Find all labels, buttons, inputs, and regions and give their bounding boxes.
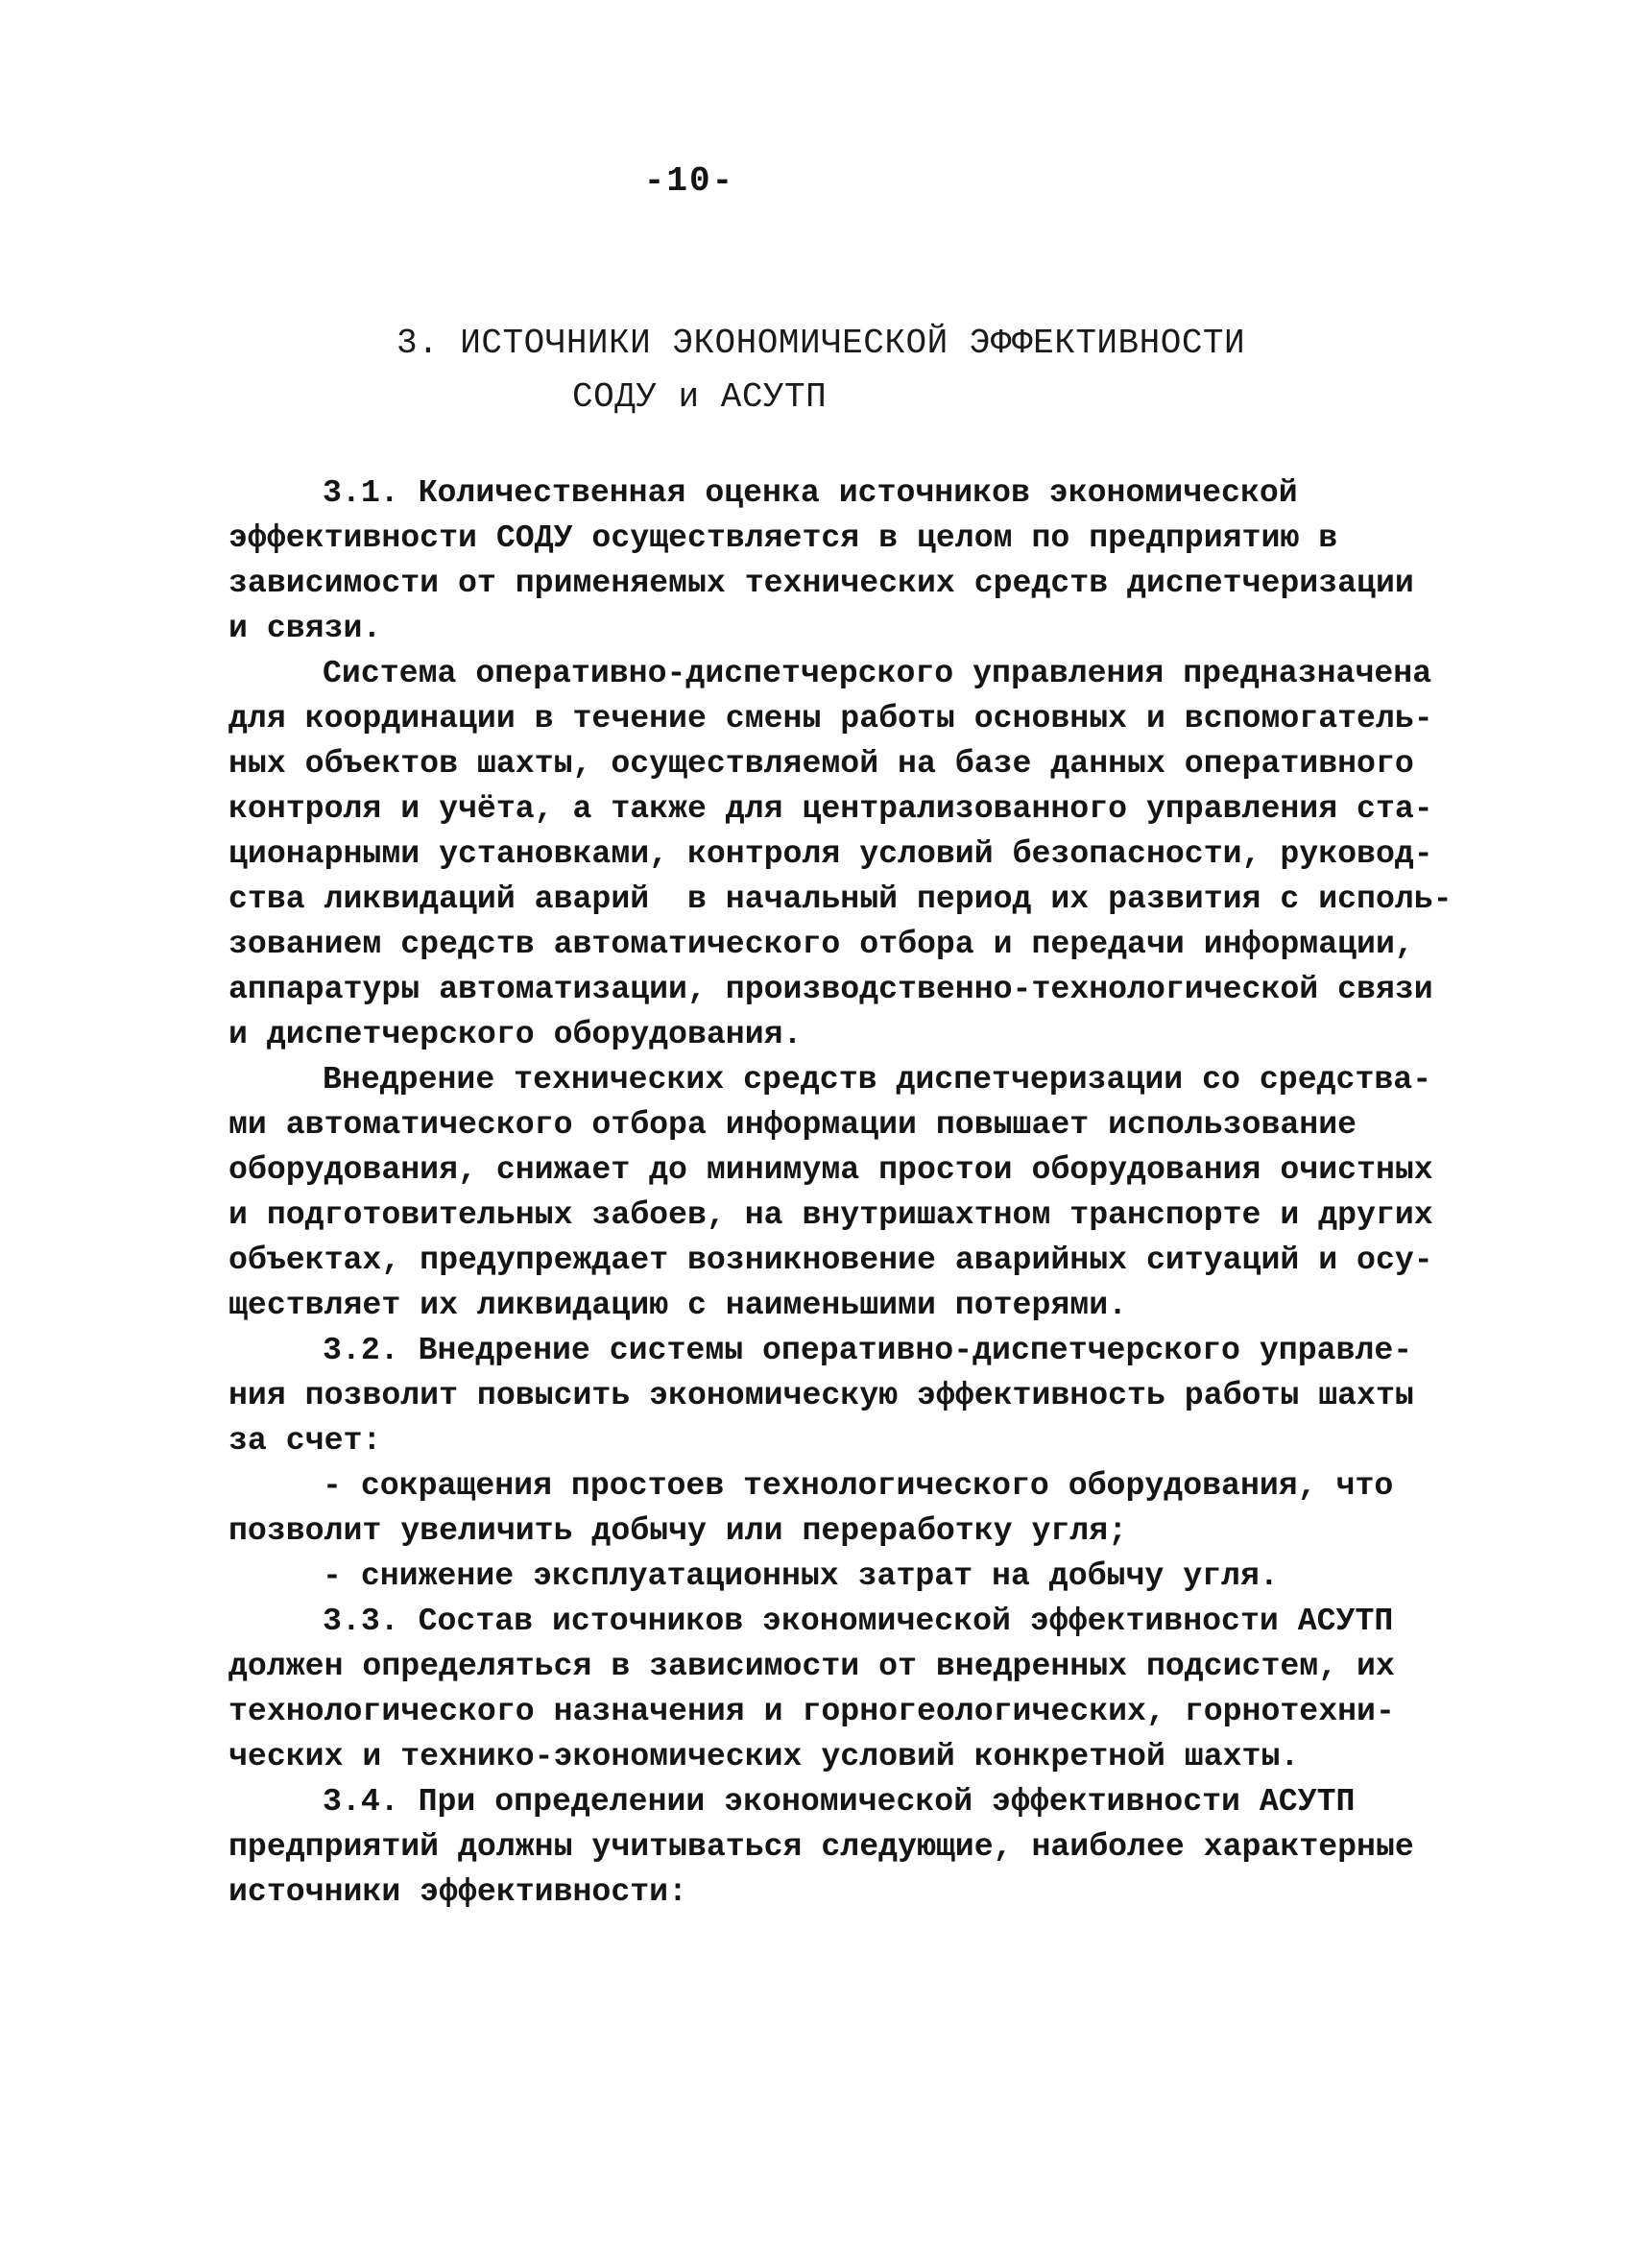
text-line: аппаратуры автоматизации, производственно-технологической связи: [228, 971, 1433, 1007]
text-line: 3.2. Внедрение системы оперативно-диспетчерского управле-: [323, 1332, 1413, 1368]
text-line: технологического назначения и горногеологических, горнотехни-: [228, 1693, 1395, 1729]
text-line: и связи.: [228, 610, 382, 646]
text-line: должен определяться в зависимости от внедренных подсистем, их: [228, 1648, 1395, 1684]
text-line: зованием средств автоматического отбора и передачи информации,: [228, 926, 1414, 962]
text-line: ми автоматического отбора информации повышает использование: [228, 1106, 1357, 1143]
text-line: - сокращения простоев технологического оборудования, что: [323, 1467, 1394, 1504]
text-line: для координации в течение смены работы основных и вспомогатель-: [228, 700, 1433, 736]
text-line: Система оперативно-диспетчерского управления предназначена: [323, 655, 1432, 691]
text-line: источники эффективности:: [228, 1873, 687, 1910]
text-line: ных объектов шахты, осуществляемой на базе данных оперативного: [228, 745, 1414, 782]
text-line: и подготовительных забоев, на внутришахтном транспорте и других: [228, 1196, 1433, 1233]
text-line: ства ликвидаций аварий в начальный период их развития с исполь-: [228, 881, 1453, 917]
text-line: эффективности СОДУ осуществляется в целом по предприятию в: [228, 519, 1338, 556]
section-heading-line-2: СОДУ и АСУТП: [572, 377, 828, 417]
text-line: позволит увеличить добычу или переработку угля;: [228, 1512, 1128, 1549]
text-line: предприятий должны учитываться следующие, наиболее характерные: [228, 1828, 1414, 1865]
text-line: ционарными установками, контроля условий безопасности, руковод-: [228, 835, 1433, 872]
text-line: 3.4. При определении экономической эффективности АСУТП: [323, 1783, 1356, 1820]
text-line: контроля и учёта, а также для централизованного управления ста-: [228, 790, 1433, 827]
text-line: ческих и технико-экономических условий конкретной шахты.: [228, 1738, 1300, 1774]
body-text: [228, 470, 1453, 1915]
text-line: 3.1. Количественная оценка источников экономической: [323, 474, 1298, 511]
page-number: -10-: [643, 161, 735, 201]
text-line: за счет:: [228, 1422, 382, 1459]
text-line: Внедрение технических средств диспетчеризации со средства-: [323, 1061, 1432, 1098]
text-line: оборудования, снижает до минимума простои оборудования очистных: [228, 1151, 1433, 1188]
text-line: 3.3. Состав источников экономической эффективности АСУТП: [323, 1603, 1394, 1639]
section-heading-line-1: 3. ИСТОЧНИКИ ЭКОНОМИЧЕСКОЙ ЭФФЕКТИВНОСТИ: [396, 324, 1246, 363]
text-line: и диспетчерского оборудования.: [228, 1016, 803, 1052]
text-line: объектах, предупреждает возникновение аварийных ситуаций и осу-: [228, 1242, 1433, 1278]
text-line: ния позволит повысить экономическую эффективность работы шахты: [228, 1377, 1414, 1413]
text-line: зависимости от применяемых технических средств диспетчеризации: [228, 565, 1414, 601]
text-line: - снижение эксплуатационных затрат на добычу угля.: [323, 1557, 1279, 1594]
text-line: ществляет их ликвидацию с наименьшими потерями.: [228, 1287, 1128, 1323]
